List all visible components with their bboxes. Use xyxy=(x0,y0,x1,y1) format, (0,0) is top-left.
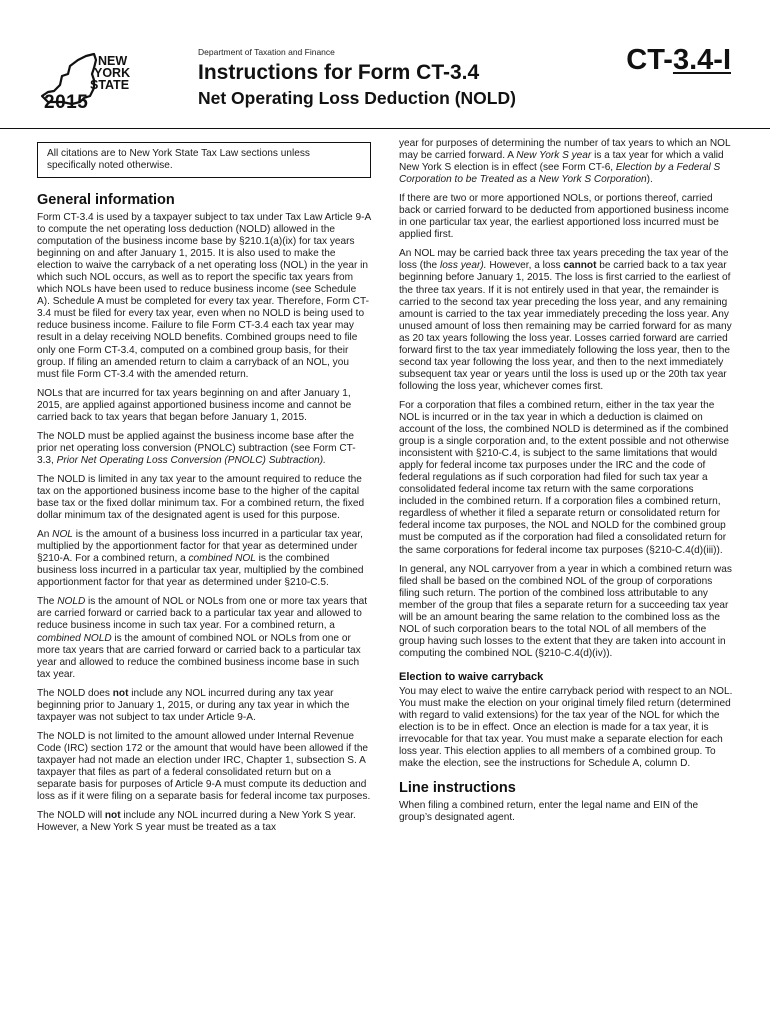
logo-line-york: YORK xyxy=(94,66,131,80)
paragraph: The NOLD is limited in any tax year to the amount required to reduce the tax on the apportioned business income base to the higher of the capital base tax or the fixed dollar minimum tax. For a combined return, the fixed dollar minimum tax of the designated agent is used for this purpose. xyxy=(37,473,365,522)
text: is the amount of combined NOL or NOLs from one or more tax years that are carried forward or carried back to a particular tax year and allowed to reduce the combined business income base in such tax year. xyxy=(37,632,361,680)
text: An NOL may be carried back three tax years preceding the tax year of the loss (the xyxy=(399,248,729,272)
term-italic: NOL xyxy=(52,529,73,541)
paragraph xyxy=(37,431,371,467)
citation-note: All citations are to New York State Tax Law sections unless specifically noted otherwise. xyxy=(37,142,371,178)
paragraph xyxy=(37,810,371,834)
paragraph: You may elect to waive the entire carryback period with respect to an NOL. You must make the election on your original timely filed return (determined with regard to valid extensions) for the tax year of the NOL for which the election is to be in effect. Once an election is made for a tax year, it is irrevocable for that tax year. You must make a separate election for each loss year. This election applies to all members of a combined group. To make the election, see the instructions for Schedule A, column D. xyxy=(399,685,733,770)
text: include any NOL incurred during any tax year beginning prior to January 1, 2015, or during any tax year in which the taxpayer was not subject to tax under Article 9-A. xyxy=(37,687,350,723)
text: ). xyxy=(646,174,653,186)
paragraph xyxy=(37,596,371,680)
paragraph: For a corporation that files a combined return, either in the tax year the NOL is incurred or in the tax year in which a deduction is claimed on account of the loss, the combined NOLD is determined as if the combined group is a single corporation and, to the extent possible and not otherwise inconsistent with §210-C.4, is subject to the same limitations that would apply for federal income tax purposes under the IRC and the code of federal regulations as if such corporation had filed for such tax year a consolidated federal income tax return with the same corporations included in the combined return. If a corporation files a combined return, regardless of whether it filed a separate return or consolidated return for federal income tax purposes, the NOL and NOLD for the combined group must be computed as if the corporation had filed a consolidated return for the same corporations for federal income tax purposes (§210-C.4(d)(iii)). xyxy=(399,399,729,556)
left-column xyxy=(37,142,371,841)
term-italic: combined NOL xyxy=(188,553,256,565)
text: be carried back to a tax year beginning before January 1, 2015. The loss is first carried to the earliest of the three tax years. If it is not entirely used in that year, the remainder is carried to the second tax year preceding the loss year, and any remaining amount is carried to the tax year immediately preceding the loss year. Any unused amount of loss then remaining may be carried forward for as many as 20 tax years following the loss year. Losses carried forward are carried forward first to the tax year immediately following the loss year, then to the second tax year following the loss year, and then to the next immediately subsequent tax year or years until the loss is used up or the 20th tax year following the loss year, whichever comes first. xyxy=(399,260,732,392)
page-subtitle: Net Operating Loss Deduction (NOLD) xyxy=(198,88,516,108)
form-number-prefix: CT- xyxy=(626,44,673,76)
paragraph xyxy=(37,688,371,724)
text: The xyxy=(37,596,58,608)
emphasis-bold: not xyxy=(104,810,121,822)
form-number xyxy=(626,44,731,77)
text: include any NOL incurred during a New York S year. However, a New York S year must be treated as a tax xyxy=(37,810,356,834)
text: An xyxy=(37,529,53,541)
paragraph xyxy=(399,248,733,393)
line-instructions-heading: Line instructions xyxy=(399,780,516,797)
text: The NOLD will xyxy=(37,810,105,822)
paragraph: NOLs that are incurred for tax years beginning on and after January 1, 2015, are applied against apportioned business income and cannot be carried back to tax years that began before January 1, 2015. xyxy=(37,387,352,423)
term-italic: New York S year xyxy=(516,150,592,162)
form-title-italic: Prior Net Operating Loss Conversion (PNOLC) Subtraction). xyxy=(56,454,326,466)
logo-year: 2015 xyxy=(44,92,89,113)
paragraph: In general, any NOL carryover from a year in which a combined return was filed shall be based on the combined NOL of the group of corporations filing such return. The portion of the combined loss attributable to any member of the group that files a separate return for a succeeding tax year will be an amount bearing the same relation to the combined loss as the NOL of such corporation bears to the total NOL of all members of the group having such losses to the extent that they are taken into account in computing the combined NOL (§210-C.4(d)(iv)). xyxy=(399,563,732,659)
text: The NOLD must be applied against the business income base after the prior net operating loss conversion (PNOLC) subtraction (see Form CT-3.3, xyxy=(37,430,356,466)
term-italic: NOLD xyxy=(57,596,86,608)
text: The NOLD does xyxy=(37,687,113,699)
general-information-heading: General information xyxy=(37,192,175,208)
text: is the amount of NOL or NOLs from one or more tax years that are carried forward or carried back to a particular tax year and allowed to reduce business income in such tax year. For a combined return, a xyxy=(37,596,368,632)
election-heading: Election to waive carryback xyxy=(399,670,544,683)
text: However, a loss xyxy=(486,260,564,272)
paragraph: Form CT-3.4 is used by a taxpayer subject to tax under Tax Law Article 9-A to compute the net operating loss deduction (NOLD) allowed in the computation of the business income base by §210.1(a)(ix) for tax years beginning on and after January 1, 2015. It is also used to make the election to waive the carryback of a net operating loss (NOL) in the year in which such NOL occurs, as well as to report the specific tax years from which NOLs have been used to reduce business income (see Schedule A). Schedule A must be completed for every tax year. Therefore, Form CT-3.4 must be filed for every tax year, even when no NOLD is being used to reduce business income. Failure to file Form CT-3.4 each tax year may result in a delay receiving NOLD benefits. Combined groups need to file only one Form CT-3.4, computed on a combined group basis, for their group. If filing an amended return to claim a carryback of an NOL, you must file Form CT-3.4 with the amended return. xyxy=(37,212,371,380)
logo-line-new: NEW xyxy=(98,54,128,68)
emphasis-bold: not xyxy=(112,687,129,699)
text: is a tax year for which a valid New York S election is in effect (see Form CT-6, xyxy=(399,150,724,174)
paragraph: The NOLD is not limited to the amount allowed under Internal Revenue Code (IRC) section 172 or the amount that would have been allowed if the taxpayer had not made an election under IRC, Chapter 1, subsection S. A taxpayer that files as part of a federal consolidated return but on a separate basis for purposes of Article 9-A must compute its deduction and loss as if it were filing on a separate basis for federal income tax purposes. xyxy=(37,730,371,803)
term-italic: combined NOLD xyxy=(37,632,112,644)
form-title-italic: Election by a Federal S Corporation to be Treated as a New York S Corporation xyxy=(399,162,721,186)
logo-line-state: STATE xyxy=(90,78,130,92)
term-italic: loss year). xyxy=(439,260,487,272)
page-title: Instructions for Form CT-3.4 xyxy=(198,61,480,84)
paragraph xyxy=(399,138,733,186)
text: is the combined business loss incurred in a particular tax year, multiplied by the combined apportionment factor for that year as determined under §210-C.5. xyxy=(37,553,364,589)
text: year for purposes of determining the number of tax years to which an NOL may be carried forward. A xyxy=(399,138,731,162)
paragraph: When filing a combined return, enter the legal name and EIN of the group’s designated agent. xyxy=(399,800,699,824)
form-number-suffix: 3.4-I xyxy=(672,44,731,76)
text: is the amount of a business loss incurred in a particular tax year, multiplied by the apportionment factor for that year as determined under §210-A. For a combined return, a xyxy=(37,529,363,565)
department-name: Department of Taxation and Finance xyxy=(198,47,335,57)
right-column xyxy=(399,138,733,831)
emphasis-bold: cannot xyxy=(563,260,597,272)
paragraph: If there are two or more apportioned NOLs, or portions thereof, carried back or carried forward to be deducted from apportioned business income in one particular tax year, the earliest apportioned loss incurred must be applied first. xyxy=(399,193,729,241)
paragraph xyxy=(37,529,371,589)
header-divider xyxy=(0,128,770,129)
